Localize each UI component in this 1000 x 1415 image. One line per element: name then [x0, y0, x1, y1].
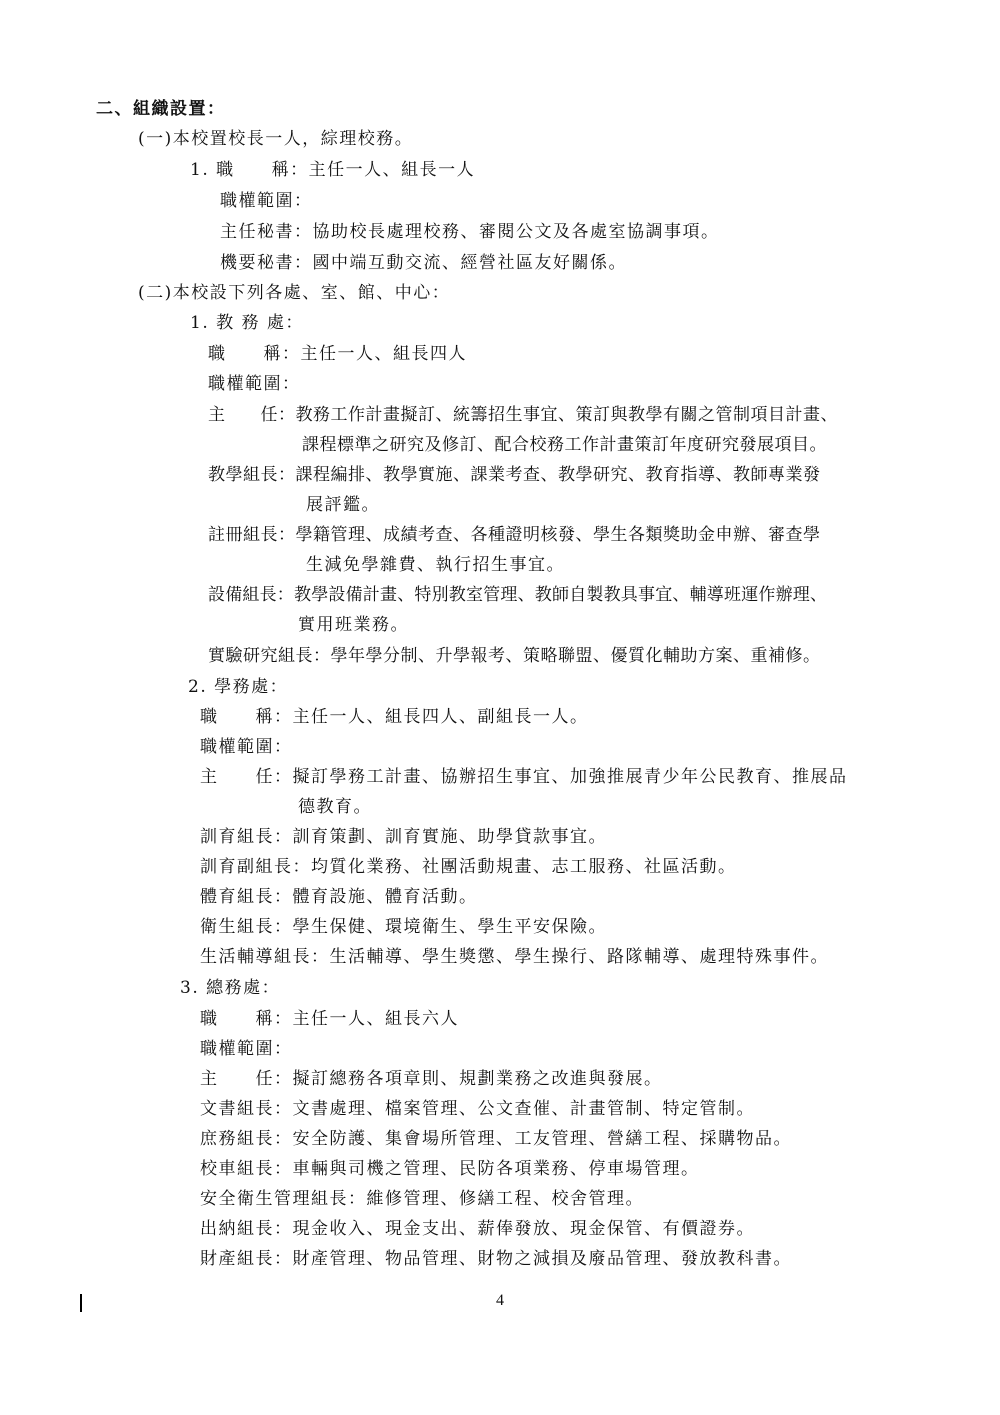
list-item: 設備組長：教學設備計畫、特別教室管理、教師自製教具事宜、輔導班運作辦理、 [208, 585, 828, 605]
list-item: 訓育副組長：均質化業務、社團活動規畫、志工服務、社區活動。 [200, 857, 737, 877]
sub-heading: (二)本校設下列各處、室、館、中心： [138, 283, 451, 303]
list-item: 機要秘書：國中端互動交流、經營社區友好關係。 [220, 253, 627, 273]
list-item-cont: 課程標準之研究及修訂、配合校務工作計畫策訂年度研究發展項目。 [302, 435, 827, 455]
list-item-cont: 實用班業務。 [298, 615, 409, 635]
list-item: 3. 總務處： [180, 978, 281, 998]
page-number: 4 [496, 1292, 504, 1309]
list-item: 職 稱：主任一人、組長四人 [208, 344, 467, 364]
list-item: 職權範圍： [220, 191, 313, 211]
list-item: 文書組長：文書處理、檔案管理、公文查催、計畫管制、特定管制。 [200, 1099, 755, 1119]
sub-heading: (一)本校置校長一人，綜理校務。 [138, 129, 414, 149]
list-item: 財產組長：財產管理、物品管理、財物之減損及廢品管理、發放教科書。 [200, 1249, 792, 1269]
list-item: 主任秘書：協助校長處理校務、審閱公文及各處室協調事項。 [220, 222, 720, 242]
list-item-cont: 德教育。 [298, 797, 372, 817]
section-heading: 二、組織設置： [96, 99, 226, 119]
list-item: 主 任：教務工作計畫擬訂、統籌招生事宜、策訂與教學有關之管制項目計畫、 [208, 405, 838, 425]
list-item-cont: 展評鑑。 [306, 495, 380, 515]
list-item: 1. 教 務 處： [190, 313, 304, 333]
list-item: 主 任：擬訂學務工計畫、協辦招生事宜、加強推展青少年公民教育、推展品 [200, 767, 848, 787]
list-item: 出納組長：現金收入、現金支出、薪俸發放、現金保管、有價證券。 [200, 1219, 755, 1239]
list-item-cont: 生減免學雜費、執行招生事宜。 [306, 555, 565, 575]
list-item: 訓育組長：訓育策劃、訓育實施、助學貸款事宜。 [200, 827, 607, 847]
list-item: 2. 學務處： [188, 677, 289, 697]
list-item: 職權範圍： [208, 374, 301, 394]
list-item: 生活輔導組長：生活輔導、學生獎懲、學生操行、路隊輔導、處理特殊事件。 [200, 947, 829, 967]
list-item: 主 任：擬訂總務各項章則、規劃業務之改進與發展。 [200, 1069, 663, 1089]
list-item: 職權範圍： [200, 1039, 293, 1059]
list-item: 職 稱：主任一人、組長四人、副組長一人。 [200, 707, 589, 727]
list-item: 安全衛生管理組長：維修管理、修繕工程、校舍管理。 [200, 1189, 644, 1209]
list-item: 註冊組長：學籍管理、成績考查、各種證明核發、學生各類獎助金申辦、審查學 [208, 525, 821, 545]
list-item: 衛生組長：學生保健、環境衛生、學生平安保險。 [200, 917, 607, 937]
list-item: 校車組長：車輛與司機之管理、民防各項業務、停車場管理。 [200, 1159, 700, 1179]
list-item: 實驗研究組長：學年學分制、升學報考、策略聯盟、優質化輔助方案、重補修。 [208, 646, 821, 666]
list-item: 職 稱：主任一人、組長六人 [200, 1009, 459, 1029]
list-item: 庶務組長：安全防護、集會場所管理、工友管理、營繕工程、採購物品。 [200, 1129, 792, 1149]
list-item: 職權範圍： [200, 737, 293, 757]
list-item: 教學組長：課程編排、教學實施、課業考查、教學研究、教育指導、教師專業發 [208, 465, 821, 485]
list-item: 1. 職 稱：主任一人、組長一人 [190, 160, 476, 180]
list-item: 體育組長：體育設施、體育活動。 [200, 887, 478, 907]
